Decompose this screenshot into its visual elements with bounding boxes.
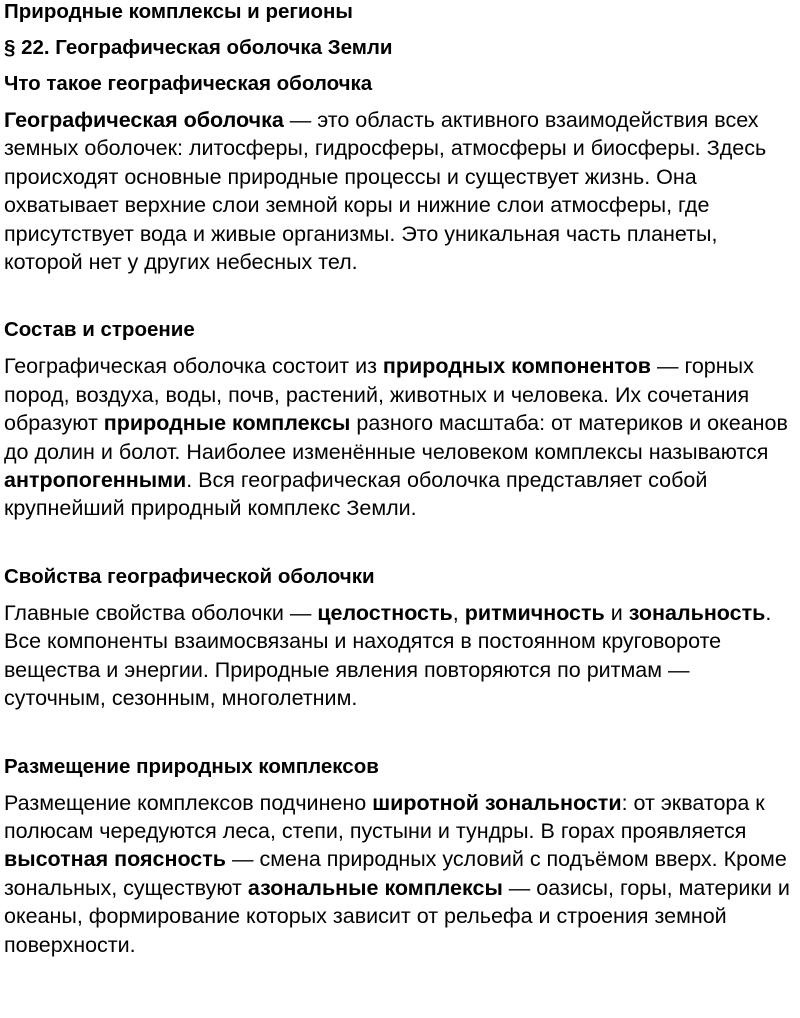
bold-term: азональные комплексы <box>247 875 503 900</box>
document-page <box>4 0 796 959</box>
bold-term: зональность <box>628 600 766 625</box>
text-run: . Все компоненты взаимосвязаны и находятся в постоянном круговороте вещества и энергии. Природные явления повторяются по ритмам — суточным, сезонным, многолетним. <box>4 600 772 711</box>
text-run: — оазисы, горы, материки и океаны, формирование которых зависит от рельефа и строения земной поверхности. <box>4 875 790 957</box>
bold-term: природных компонентов <box>382 354 652 379</box>
section-what-is <box>4 72 796 276</box>
section-paragraph <box>4 352 796 522</box>
bold-term: ритмичность <box>464 600 605 625</box>
text-run: Географическая оболочка состоит из <box>4 354 383 379</box>
section-heading: Что такое географическая оболочка <box>4 72 373 95</box>
text-run: разного масштаба: от материков и океанов до долин и болот. Наиболее изменённые человеком комплексы называются <box>4 411 788 464</box>
bold-term: целостность <box>317 600 453 625</box>
section-heading: Размещение природных комплексов <box>4 754 379 778</box>
text-run: , <box>452 600 465 625</box>
bold-term: широтной зональности <box>372 790 622 815</box>
bold-term: антропогенными <box>4 468 187 493</box>
bold-term: высотная поясность <box>4 847 227 872</box>
section-paragraph <box>4 599 796 713</box>
bold-term: Географическая оболочка <box>4 108 284 132</box>
section-paragraph <box>4 106 796 276</box>
chapter-title: Природные комплексы и регионы <box>4 0 353 23</box>
paragraph-title: § 22. Географическая оболочка Земли <box>4 36 393 59</box>
section-placement <box>4 755 796 959</box>
text-run: Главные свойства оболочки — <box>4 600 318 625</box>
section-heading: Свойства географической оболочки <box>4 564 375 588</box>
text-run: — смена природных условий с подъёмом вверх. Кроме зональных, существуют <box>4 847 787 900</box>
text-run: и <box>604 600 629 625</box>
section-composition <box>4 318 796 522</box>
section-paragraph <box>4 789 796 959</box>
text-run: . Вся географическая оболочка представляет собой крупнейший природный комплекс Земли. <box>4 468 708 521</box>
text-run: — горных пород, воздуха, воды, почв, растений, животных и человека. Их сочетания образуют <box>4 354 754 436</box>
text-run: Размещение комплексов подчинено <box>4 790 373 815</box>
text-run: — это область активного взаимодействия всех земных оболочек: литосферы, гидросферы, атмосферы и биосферы. Здесь происходят основные природные процессы и существует жизнь. Она охватывает верхние слои земной коры и нижние слои атмосферы, где присутствует вода и живые организмы. Это уникальная часть планеты, которой нет у других небесных тел. <box>4 108 767 275</box>
section-properties <box>4 565 796 713</box>
text-run: : от экватора к полюсам чередуются леса, степи, пустыни и тундры. В горах проявляется <box>4 790 765 843</box>
bold-term: природные комплексы <box>103 411 351 436</box>
section-heading: Состав и строение <box>4 318 195 342</box>
